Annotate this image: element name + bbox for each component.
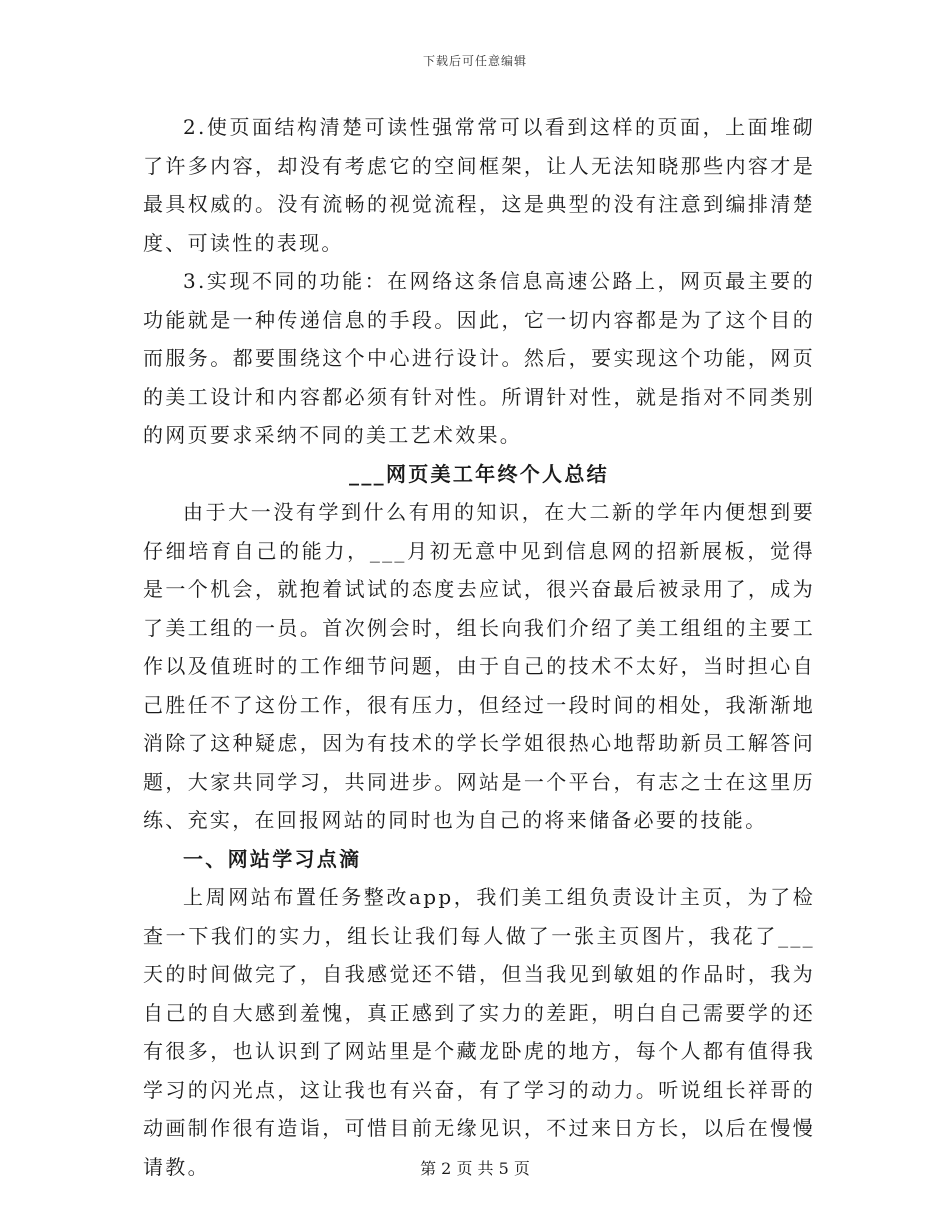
paragraph-learning-details: 上周网站布置任务整改app，我们美工组负责设计主页，为了检查一下我们的实力，组长让我们每人做了一张主页图片，我花了___天的时间做完了，自我感觉还不错，但当我见到敏姐的作品时，我为自己的自大感到羞愧，真正感到了实力的差距，明白自己需要学的还有很多，也认识到了网站里是个藏龙卧虎的地方，每个人都有值得我学习的闪光点，这让我也有兴奋，有了学习的动力。听说组长祥哥的动画制作很有造诣，可惜目前无缘见识，不过来日方长，以后在慢慢请教。 — [143, 885, 815, 1179]
page-header: 下载后可任意编辑 — [422, 54, 527, 68]
paragraph-structure-readability: 2.使页面结构清楚可读性强常常可以看到这样的页面，上面堆砌了许多内容，却没有考虑它的空间框架，让人无法知晓那些内容才是最具权威的。没有流畅的视觉流程，这是典型的没有注意到编排清楚度、可读性的表现。 — [143, 115, 815, 255]
heading-website-learning: 一、网站学习点滴 — [183, 846, 362, 871]
page-number-footer: 第 2 页 共 5 页 — [420, 1159, 530, 1178]
document-body — [143, 108, 815, 1186]
paragraph-different-functions: 3.实现不同的功能：在网络这条信息高速公路上，网页最主要的功能就是一种传递信息的手段。因此，它一切内容都是为了这个目的而服务。都要围绕这个中心进行设计。然后，要实现这个功能，网页的美工设计和内容都必须有针对性。所谓针对性，就是指对不同类别的网页要求采纳不同的美工艺术效果。 — [143, 269, 815, 447]
section-title: ___网页美工年终个人总结 — [349, 461, 609, 486]
paragraph-intro: 由于大一没有学到什么有用的知识，在大二新的学年内便想到要仔细培育自己的能力，___月初无意中见到信息网的招新展板，觉得是一个机会，就抱着试试的态度去应试，很兴奋最后被录用了，成为了美工组的一员。首次例会时，组长向我们介绍了美工组组的主要工作以及值班时的工作细节问题，由于自己的技术不太好，当时担心自己胜任不了这份工作，很有压力，但经过一段时间的相处，我渐渐地消除了这种疑虑，因为有技术的学长学姐很热心地帮助新员工解答问题，大家共同学习，共同进步。网站是一个平台，有志之士在这里历练、充实，在回报网站的同时也为自己的将来储备必要的技能。 — [143, 500, 815, 832]
